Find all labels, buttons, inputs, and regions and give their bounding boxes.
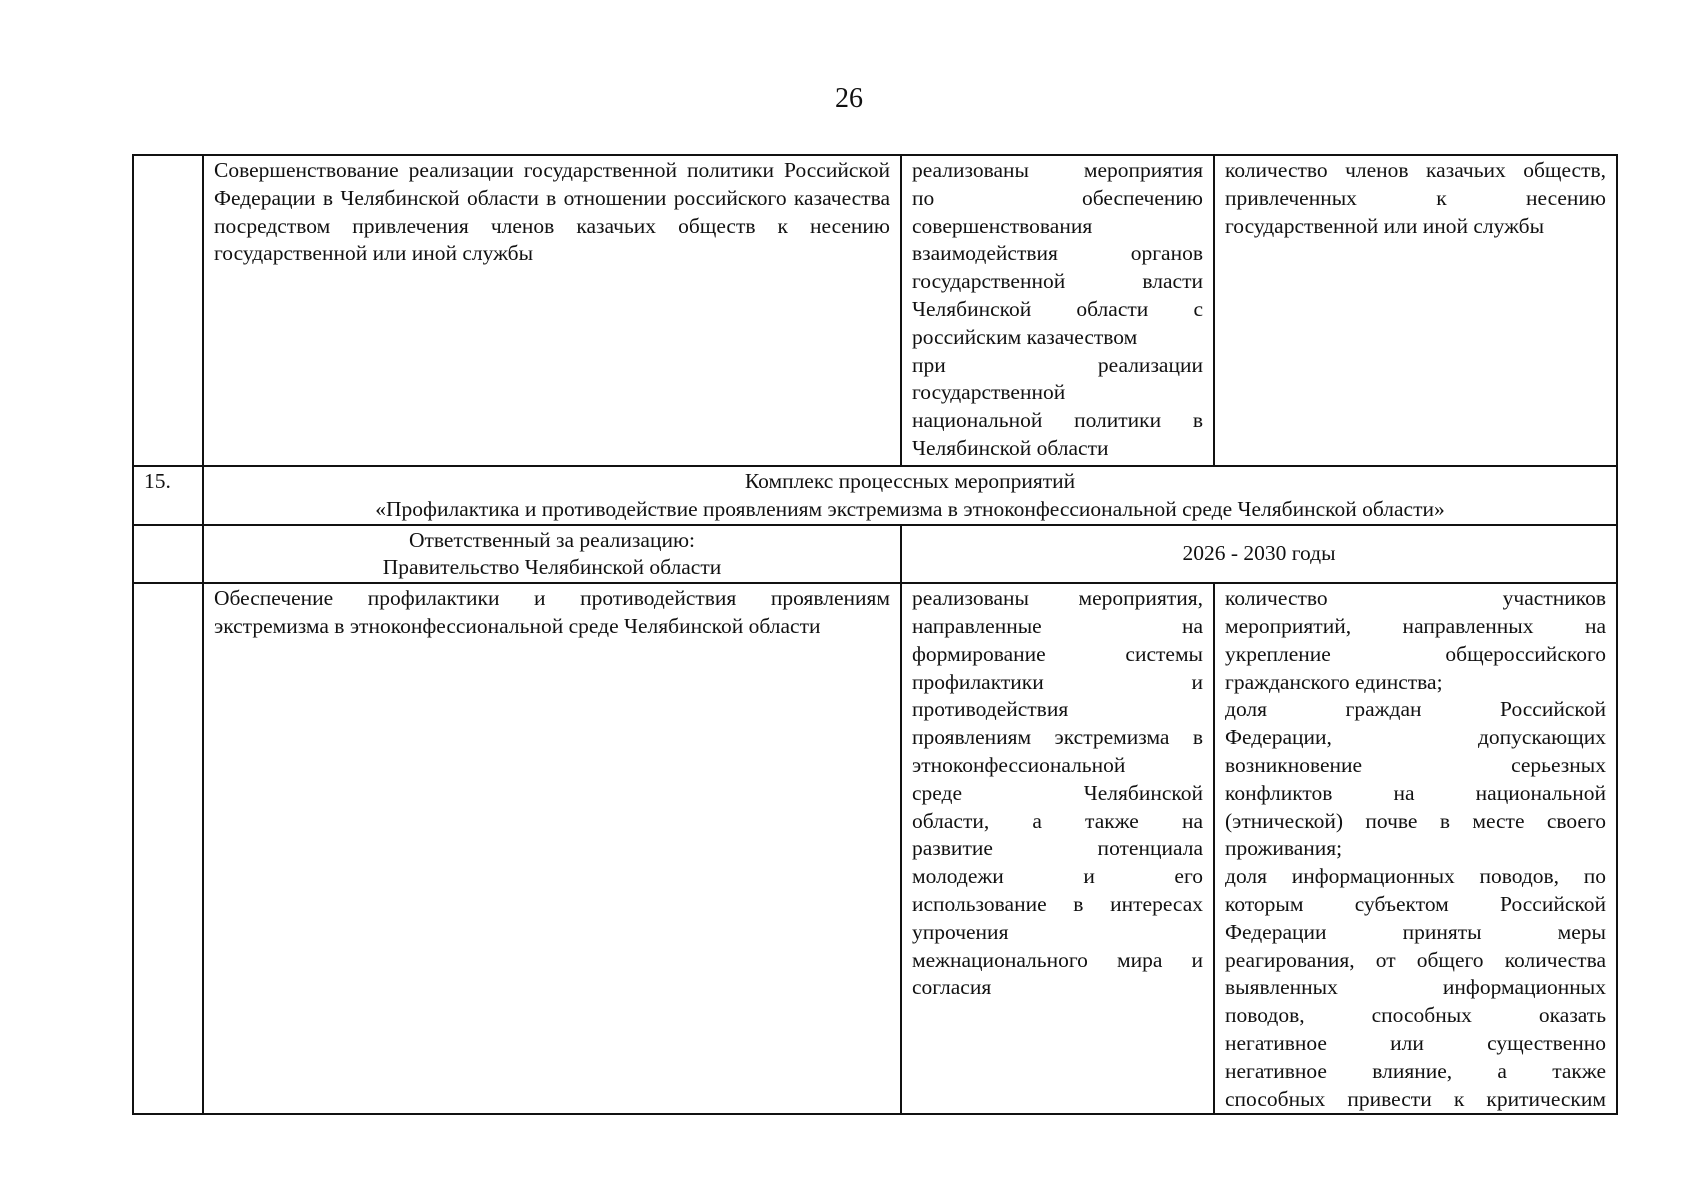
period-cell: 2026 - 2030 годы bbox=[901, 525, 1617, 584]
result-cell bbox=[901, 155, 1214, 466]
responsible-value: Правительство Челябинской области bbox=[382, 555, 722, 580]
indicator-line: негативное или существенно bbox=[1225, 1030, 1606, 1055]
task-cell: Совершенствование реализации государственной политики Российской Федерации в Челябинской области в отношении российского казачества посредством привлечения членов казачьих обществ к несению государственной или иной службы bbox=[203, 155, 901, 466]
result-line: Челябинской области с bbox=[912, 296, 1203, 321]
result-line: государственной bbox=[912, 380, 1066, 405]
result-line: по обеспечению bbox=[912, 185, 1203, 210]
indicator-cell bbox=[1214, 583, 1617, 1114]
program-table bbox=[132, 154, 1618, 1115]
complex-title-line1: Комплекс процессных мероприятий bbox=[744, 469, 1076, 493]
result-line: формирование системы bbox=[912, 641, 1203, 666]
indicator-line: количество участников bbox=[1225, 586, 1606, 611]
table-row-responsible bbox=[133, 525, 1617, 584]
result-line: использование в интересах bbox=[912, 891, 1203, 916]
page-number: 26 bbox=[835, 83, 863, 114]
result-line: межнационального мира и bbox=[912, 947, 1203, 972]
indicator-line: (этнической) почве в месте своего bbox=[1225, 808, 1606, 833]
result-line: упрочения bbox=[912, 919, 1009, 944]
indicator-line: доля граждан Российской bbox=[1225, 697, 1606, 722]
row-number-cell bbox=[133, 155, 203, 466]
indicator-line: укрепление общероссийского bbox=[1225, 641, 1606, 666]
indicator-line: способных привести к критическим bbox=[1225, 1086, 1606, 1111]
indicator-line: возникновение серьезных bbox=[1225, 752, 1606, 777]
complex-title-cell bbox=[203, 466, 1617, 525]
result-line: взаимодействия органов bbox=[912, 241, 1203, 266]
indicator-line: мероприятий, направленных на bbox=[1225, 613, 1606, 638]
result-line: совершенствования bbox=[912, 213, 1093, 238]
responsible-label: Ответственный за реализацию: bbox=[408, 527, 695, 552]
indicator-line: гражданского единства; bbox=[1225, 669, 1443, 694]
indicator-line: конфликтов на национальной bbox=[1225, 780, 1606, 805]
indicator-line: негативное влияние, а также bbox=[1225, 1058, 1606, 1083]
indicator-line: выявленных информационных bbox=[1225, 975, 1606, 1000]
result-line: реализованы мероприятия, bbox=[912, 586, 1203, 611]
row-number-cell bbox=[133, 583, 203, 1114]
result-line: среде Челябинской bbox=[912, 780, 1203, 805]
result-line: государственной власти bbox=[912, 269, 1203, 294]
indicator-line: проживания; bbox=[1225, 836, 1343, 861]
result-line: при реализации bbox=[912, 352, 1203, 377]
responsible-cell bbox=[203, 525, 901, 584]
result-line: российским казачеством bbox=[912, 324, 1138, 349]
result-line: национальной политики в bbox=[912, 408, 1203, 433]
result-line: противодействия bbox=[912, 697, 1069, 722]
result-line: реализованы мероприятия bbox=[912, 158, 1203, 182]
indicator-line: доля информационных поводов, по bbox=[1225, 864, 1606, 889]
result-line: области, а также на bbox=[912, 808, 1203, 833]
result-line: этноконфессиональной bbox=[912, 752, 1126, 777]
result-line: профилактики и bbox=[912, 669, 1203, 694]
result-line: молодежи и его bbox=[912, 864, 1203, 889]
table-row-complex-header bbox=[133, 466, 1617, 525]
indicator-line: которым субъектом Российской bbox=[1225, 891, 1606, 916]
result-line: развитие потенциала bbox=[912, 836, 1203, 861]
task-cell: Обеспечение профилактики и противодействия проявлениям экстремизма в этноконфессиональной среде Челябинской области bbox=[203, 583, 901, 1114]
empty-number-cell bbox=[133, 525, 203, 584]
table-row-cossack bbox=[133, 155, 1617, 466]
indicator-line: Федерации приняты меры bbox=[1225, 919, 1606, 944]
result-line: Челябинской области bbox=[912, 435, 1109, 460]
result-line: проявлениям экстремизма в bbox=[912, 725, 1203, 750]
complex-title-line2: «Профилактика и противодействие проявлениям экстремизма в этноконфессиональной среде Челябинской области» bbox=[375, 496, 1445, 521]
result-line: направленные на bbox=[912, 613, 1203, 638]
result-cell bbox=[901, 583, 1214, 1114]
result-line: согласия bbox=[912, 975, 992, 1000]
indicator-line: поводов, способных оказать bbox=[1225, 1003, 1606, 1028]
indicator-line: Федерации, допускающих bbox=[1225, 725, 1606, 750]
indicator-cell: количество членов казачьих обществ, привлеченных к несению государственной или иной службы bbox=[1214, 155, 1617, 466]
indicator-line: реагирования, от общего количества bbox=[1225, 947, 1606, 972]
table-row-extremism bbox=[133, 583, 1617, 1114]
complex-number-cell: 15. bbox=[133, 466, 203, 525]
